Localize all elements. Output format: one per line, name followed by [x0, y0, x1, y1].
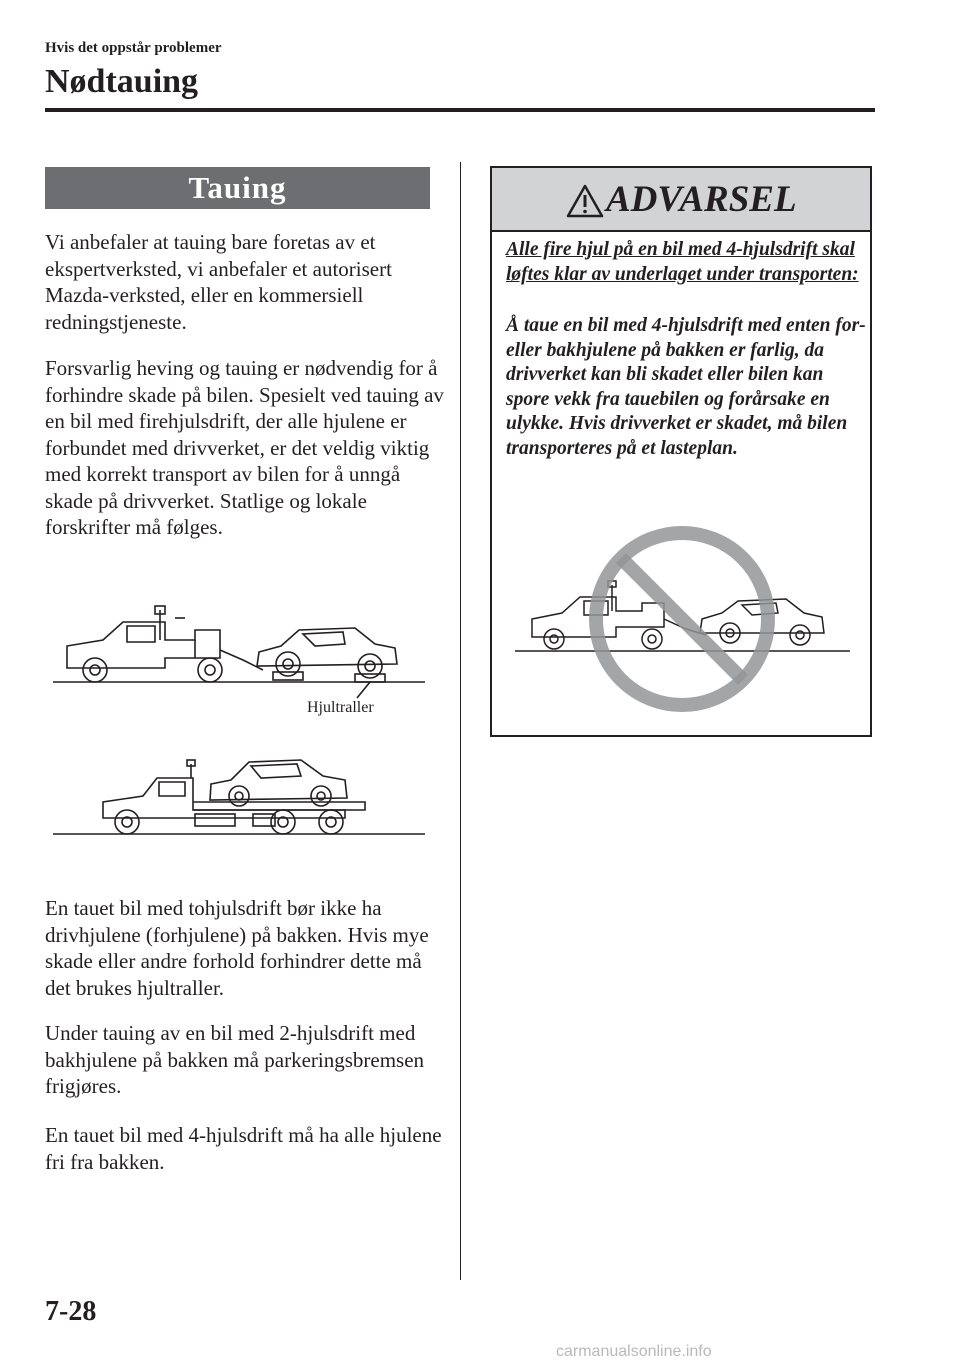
warning-triangle-icon	[566, 184, 604, 218]
page-number: 7-28	[45, 1296, 97, 1327]
header-rule	[45, 108, 875, 112]
paragraph-two-wheel-drive: En tauet bil med tohjulsdrift bør ikke ha drivhjulene (forhjulene) på bakken. Hvis mye skade eller andre forhold forhindrer dette må det brukes hjultraller.	[45, 896, 429, 1000]
paragraph-four-wheel-drive: En tauet bil med 4-hjulsdrift må ha alle hjulene fri fra bakken.	[45, 1123, 442, 1174]
section-heading: Tauing	[45, 167, 430, 209]
watermark: carmanualsonline.info	[556, 1343, 712, 1360]
prohibited-towing-illustration	[510, 515, 855, 715]
flatbed-truck-illustration	[45, 740, 430, 840]
warning-lead: Alle fire hjul på en bil med 4-hjulsdrift skal løftes klar av underlaget under transporten:	[506, 239, 859, 285]
wheel-dolly-label: Hjultraller	[307, 699, 374, 716]
paragraph-parking-brake: Under tauing av en bil med 2-hjulsdrift med bakhjulene på bakken må parkeringsbremsen frigjøres.	[45, 1021, 425, 1098]
chapter-label: Hvis det oppstår problemer	[45, 40, 222, 56]
paragraph-recommendation: Vi anbefaler at tauing bare foretas av et ekspertverksted, vi anbefaler et autorisert Mazda-verksted, eller en kommersiell redningstjeneste.	[45, 230, 392, 334]
tow-truck-dolly-illustration	[45, 600, 430, 720]
column-divider	[460, 162, 461, 1280]
page-title: Nødtauing	[45, 63, 199, 100]
warning-title: ADVARSEL	[606, 179, 797, 220]
warning-body: Å taue en bil med 4-hjulsdrift med enten for- eller bakhjulene på bakken er farlig, da drivverket kan bli skadet eller bilen kan spore vekk fra tauebilen og forårsake en ulykke. Hvis drivverket er skadet, må bilen transporteres på et lasteplan.	[506, 315, 866, 459]
paragraph-proper-towing: Forsvarlig heving og tauing er nødvendig for å forhindre skade på bilen. Spesielt ved tauing av en bil med firehjulsdrift, der alle hjulene er forbundet med drivverket, er det veldig viktig med korrekt transport av bilen for å unngå skade på drivverket. Statlige og lokale forskrifter må følges.	[45, 356, 444, 539]
